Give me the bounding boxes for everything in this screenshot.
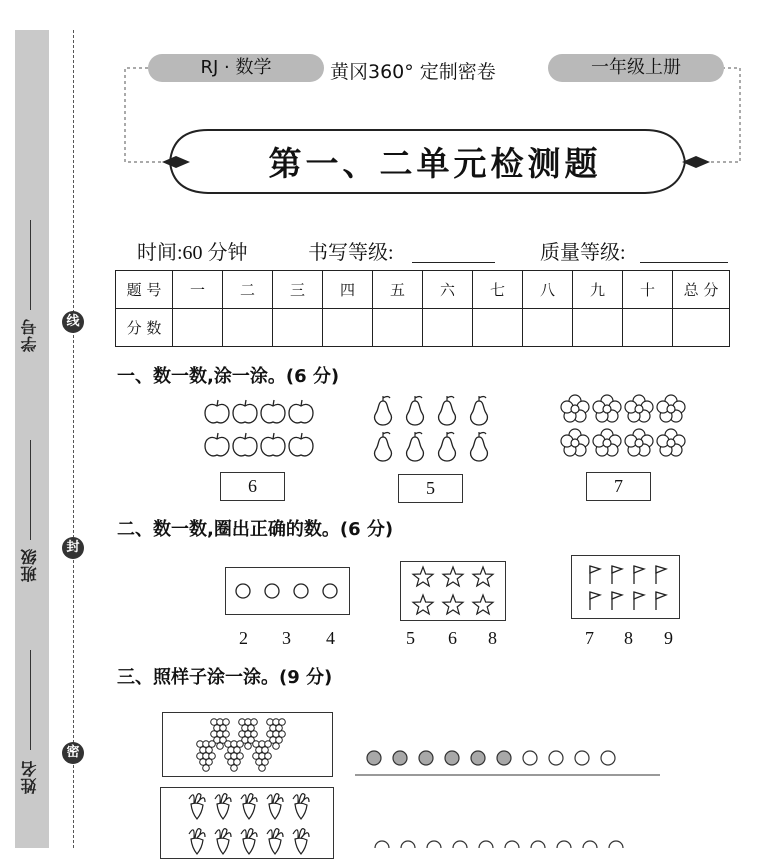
flag-icon xyxy=(634,592,644,610)
seal-line-badge: 线 xyxy=(62,311,84,333)
score-table-header-row xyxy=(116,271,730,309)
number-option[interactable]: 9 xyxy=(664,628,673,648)
student-id-blank[interactable] xyxy=(30,220,31,310)
apple-icon[interactable] xyxy=(233,400,257,423)
radish-icon xyxy=(241,829,257,854)
score-cell[interactable] xyxy=(473,309,523,347)
score-table-column-header: 七 xyxy=(473,271,523,309)
apple-icon[interactable] xyxy=(289,433,313,456)
subject-badge: RJ · 数学 xyxy=(148,54,324,82)
section3-title: 三、照样子涂一涂。(9 分) xyxy=(117,667,333,688)
flag-icon xyxy=(634,566,644,584)
apple-group xyxy=(195,395,320,465)
score-table-score-row xyxy=(116,309,730,347)
number-option[interactable]: 7 xyxy=(585,628,594,648)
apple-icon[interactable] xyxy=(261,433,285,456)
empty-dot[interactable] xyxy=(609,841,623,848)
pear-icon[interactable] xyxy=(375,396,392,425)
empty-dot[interactable] xyxy=(531,841,545,848)
flag-icon xyxy=(656,592,666,610)
apple-icon[interactable] xyxy=(261,400,285,423)
flag-icon xyxy=(590,592,600,610)
pear-icon[interactable] xyxy=(439,432,456,461)
apple-count-box: 6 xyxy=(220,472,285,501)
flower-icon[interactable] xyxy=(625,395,653,422)
number-option[interactable]: 2 xyxy=(239,628,248,648)
grade-badge: 一年级上册 xyxy=(548,54,724,82)
empty-dot[interactable] xyxy=(427,841,441,848)
flower-icon[interactable] xyxy=(657,395,685,422)
score-table xyxy=(115,270,730,347)
score-table-row-label: 分 数 xyxy=(116,309,173,347)
score-table-column-header: 总 分 xyxy=(673,271,730,309)
flower-icon[interactable] xyxy=(593,429,621,456)
empty-dot[interactable] xyxy=(549,751,563,765)
apple-icon[interactable] xyxy=(205,433,229,456)
radish-frame xyxy=(160,787,334,859)
circle-icon xyxy=(323,584,337,598)
flag-icon xyxy=(590,566,600,584)
name-blank[interactable] xyxy=(30,650,31,750)
star-icon xyxy=(443,595,463,614)
grape-icon xyxy=(225,741,244,772)
score-table-column-header: 八 xyxy=(523,271,573,309)
flower-icon[interactable] xyxy=(593,395,621,422)
circle-icon xyxy=(294,584,308,598)
flower-group xyxy=(558,392,693,460)
pear-icon[interactable] xyxy=(471,396,488,425)
flag-frame xyxy=(571,555,680,619)
number-option[interactable]: 5 xyxy=(406,628,415,648)
number-option[interactable]: 8 xyxy=(624,628,633,648)
quality-grade-blank[interactable] xyxy=(640,262,728,263)
score-cell[interactable] xyxy=(373,309,423,347)
circle-icon xyxy=(236,584,250,598)
score-table-column-header: 一 xyxy=(173,271,223,309)
score-cell[interactable] xyxy=(523,309,573,347)
apple-icon[interactable] xyxy=(205,400,229,423)
name-label: 姓名 xyxy=(20,760,39,794)
empty-dot[interactable] xyxy=(523,751,537,765)
section1-title: 一、数一数,涂一涂。(6 分) xyxy=(117,366,340,387)
circle-icon xyxy=(265,584,279,598)
radish-icon xyxy=(241,794,257,819)
score-cell[interactable] xyxy=(273,309,323,347)
score-table-column-header: 六 xyxy=(423,271,473,309)
pear-icon[interactable] xyxy=(439,396,456,425)
seal-seal-badge: 封 xyxy=(62,537,84,559)
writing-grade-label: 书写等级: xyxy=(308,242,394,264)
pear-group xyxy=(370,393,500,465)
pear-icon[interactable] xyxy=(471,432,488,461)
star-icon xyxy=(473,567,493,586)
score-table-row-label: 题 号 xyxy=(116,271,173,309)
apple-icon[interactable] xyxy=(233,433,257,456)
number-option[interactable]: 6 xyxy=(448,628,457,648)
empty-dot[interactable] xyxy=(375,841,389,848)
filled-dot xyxy=(471,751,485,765)
exam-title: 第一、二单元检测题 xyxy=(268,144,602,183)
score-cell[interactable] xyxy=(423,309,473,347)
pear-count-box: 5 xyxy=(398,474,463,503)
score-table-column-header: 二 xyxy=(223,271,273,309)
radish-icon xyxy=(267,829,283,854)
pear-icon[interactable] xyxy=(407,396,424,425)
star-icon xyxy=(413,595,433,614)
empty-dot[interactable] xyxy=(575,751,589,765)
score-cell[interactable] xyxy=(173,309,223,347)
grape-icon xyxy=(197,741,216,772)
class-label: 班级 xyxy=(20,548,39,582)
radish-icon xyxy=(189,829,205,854)
number-option[interactable]: 4 xyxy=(326,628,335,648)
flag-icon xyxy=(612,566,622,584)
empty-dot[interactable] xyxy=(601,751,615,765)
empty-dot[interactable] xyxy=(453,841,467,848)
filled-dot xyxy=(393,751,407,765)
empty-dot[interactable] xyxy=(583,841,597,848)
writing-grade-blank[interactable] xyxy=(412,262,495,263)
binding-strip xyxy=(15,30,49,848)
radish-icon xyxy=(215,829,231,854)
flower-count-box: 7 xyxy=(586,472,651,501)
pear-icon[interactable] xyxy=(375,432,392,461)
series-title: 黄冈360° 定制密卷 xyxy=(330,61,496,83)
time-label: 时间:60 分钟 xyxy=(137,242,248,264)
filled-dot xyxy=(497,751,511,765)
filled-dot xyxy=(445,751,459,765)
score-table-column-header: 十 xyxy=(623,271,673,309)
apple-icon[interactable] xyxy=(289,400,313,423)
class-blank[interactable] xyxy=(30,440,31,540)
answer-dots-row xyxy=(368,838,648,848)
score-cell[interactable] xyxy=(323,309,373,347)
star-icon xyxy=(473,595,493,614)
grape-frame xyxy=(162,712,333,777)
score-table-column-header: 五 xyxy=(373,271,423,309)
cut-line xyxy=(73,30,74,848)
section2-title: 二、数一数,圈出正确的数。(6 分) xyxy=(117,519,394,540)
score-cell[interactable] xyxy=(223,309,273,347)
radish-icon xyxy=(293,829,309,854)
empty-dot[interactable] xyxy=(557,841,571,848)
radish-icon xyxy=(189,794,205,819)
quality-grade-label: 质量等级: xyxy=(540,242,626,264)
flower-icon[interactable] xyxy=(561,395,589,422)
flower-icon[interactable] xyxy=(657,429,685,456)
radish-icon xyxy=(293,794,309,819)
flag-icon xyxy=(612,592,622,610)
score-table-column-header: 三 xyxy=(273,271,323,309)
number-option[interactable]: 8 xyxy=(488,628,497,648)
flower-icon[interactable] xyxy=(625,429,653,456)
number-option[interactable]: 3 xyxy=(282,628,291,648)
score-table-column-header: 九 xyxy=(573,271,623,309)
star-frame xyxy=(400,561,506,621)
filled-dot xyxy=(419,751,433,765)
seal-secret-badge: 密 xyxy=(62,742,84,764)
flag-icon xyxy=(656,566,666,584)
score-cell[interactable] xyxy=(623,309,673,347)
star-icon xyxy=(413,567,433,586)
empty-dot[interactable] xyxy=(401,841,415,848)
empty-dot[interactable] xyxy=(505,841,519,848)
student-id-label: 学号 xyxy=(20,318,39,352)
filled-dot xyxy=(367,751,381,765)
empty-dot[interactable] xyxy=(479,841,493,848)
grape-icon xyxy=(253,741,272,772)
flower-icon[interactable] xyxy=(561,429,589,456)
pear-icon[interactable] xyxy=(407,432,424,461)
example-dots-row xyxy=(355,745,665,777)
circle-frame xyxy=(225,567,350,615)
score-cell[interactable] xyxy=(673,309,730,347)
radish-icon xyxy=(215,794,231,819)
radish-icon xyxy=(267,794,283,819)
score-table-column-header: 四 xyxy=(323,271,373,309)
score-cell[interactable] xyxy=(573,309,623,347)
star-icon xyxy=(443,567,463,586)
